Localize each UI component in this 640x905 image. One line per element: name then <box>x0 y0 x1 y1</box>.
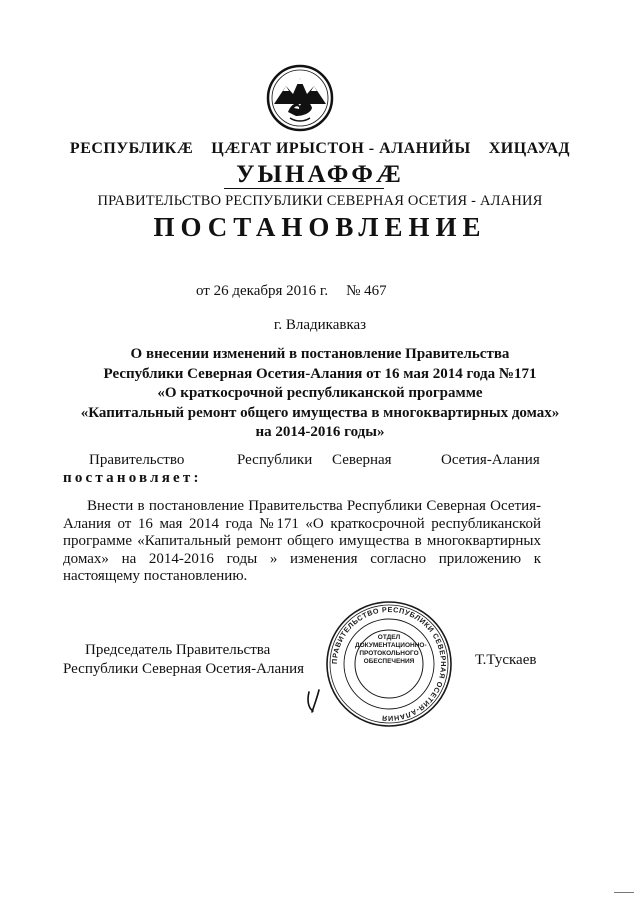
subject-line: «О краткосрочной республиканской программе <box>157 385 483 401</box>
body-line: настоящему постановлению. <box>63 568 248 584</box>
header-os-left: РЕСПУБЛИКӔ <box>69 140 194 157</box>
stamp-center-text <box>355 634 427 666</box>
header-ossetian <box>0 140 640 158</box>
body-line: Внести в постановление Правительства Республики Северная Осетия- <box>87 498 541 514</box>
preamble-word: Правительство <box>89 452 185 468</box>
signatory-title <box>63 641 323 679</box>
document-date: от 26 декабря 2016 г. <box>196 283 329 299</box>
preamble-word: Осетия-Алания <box>441 452 540 468</box>
subject-line: «Капитальный ремонт общего имущества в многоквартирных домах» <box>80 404 560 421</box>
signatory-name: Т.Тускаев <box>475 652 537 668</box>
body-line: домах» на 2014-2016 годы » изменения согласно приложению к <box>63 550 541 567</box>
handwritten-signature-icon <box>305 688 327 714</box>
stamp-ring-text: ПРАВИТЕЛЬСТВО РЕСПУБЛИКИ СЕВЕРНАЯ ОСЕТИЯ-АЛАНИЯ <box>329 604 449 724</box>
stamp-line: ДОКУМЕНТАЦИОННО- <box>355 642 427 649</box>
decree-body <box>63 498 541 586</box>
preamble-word: Северная <box>332 452 392 468</box>
signatory-title-line: Председатель Правительства <box>85 642 271 658</box>
document-city: г. Владикавказ <box>273 317 367 333</box>
header-divider <box>224 188 384 189</box>
signatory-title-line: Республики Северная Осетия-Алания <box>63 661 305 677</box>
date-number-line <box>196 283 387 300</box>
decree-resolves: постановляет: <box>63 470 202 486</box>
header-unaffae: УЫНАФФӔ <box>236 161 404 188</box>
header-government: ПРАВИТЕЛЬСТВО РЕСПУБЛИКИ СЕВЕРНАЯ ОСЕТИЯ - АЛАНИЯ <box>97 193 543 209</box>
subject-line: Республики Северная Осетия-Алания от 16 мая 2014 года №171 <box>103 365 537 382</box>
document-type-title: ПОСТАНОВЛЕНИЕ <box>153 212 487 242</box>
document-subject <box>60 345 580 443</box>
coat-of-arms-icon <box>266 64 334 132</box>
subject-line: О внесении изменений в постановление Правительства <box>130 346 510 362</box>
header-os-mid: ЦӔГАТ ИРЫСТОН - АЛАНИЙЫ <box>211 140 471 157</box>
body-line: Алания от 16 мая 2014 года №171 «О краткосрочной республиканской <box>63 515 541 532</box>
document-number: № 467 <box>346 283 387 299</box>
subject-line: на 2014-2016 годы» <box>255 424 385 440</box>
scan-edge-mark <box>614 892 634 893</box>
body-line: программе «Капитальный ремонт общего имущества в многоквартирных <box>63 533 541 549</box>
decree-preamble <box>89 452 539 472</box>
stamp-line: ОБЕСПЕЧЕНИЯ <box>363 658 415 665</box>
stamp-line: ПРОТОКОЛЬНОГО <box>359 650 419 657</box>
stamp-line: ОТДЕЛ <box>377 634 401 641</box>
preamble-word: Республики <box>237 452 313 468</box>
header-os-right: ХИЦАУАД <box>488 140 571 157</box>
